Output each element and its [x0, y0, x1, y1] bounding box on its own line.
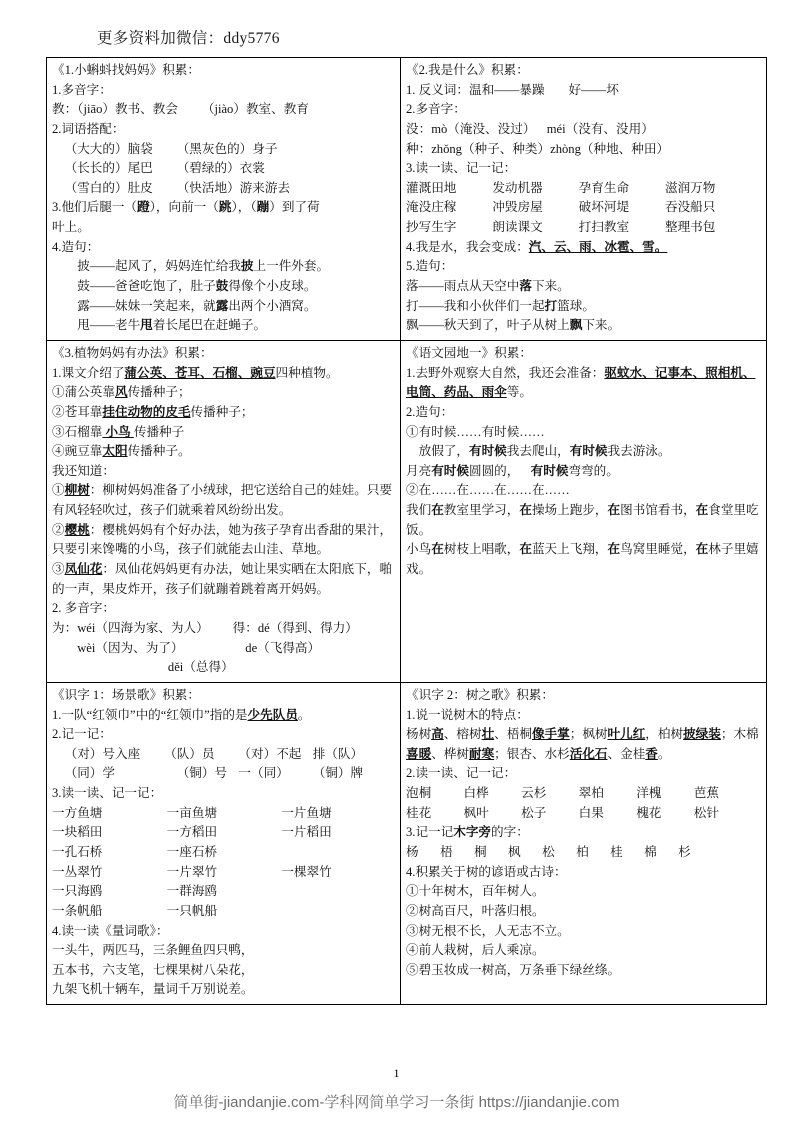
- cell6-words-1: 泡桐 白桦 云杉 翠柏 洋槐 芭蕉: [406, 786, 719, 801]
- cell5-line5: 3.读一读、记一记：: [52, 786, 163, 801]
- cell3-title: 《3.植物妈妈有办法》积累：: [52, 345, 213, 360]
- cell6-line3: 2.读一读、记一记：: [406, 766, 517, 781]
- cell3-line1: 1.课文介绍了蒲公英、苍耳、石榴、豌豆四种植物。: [52, 365, 339, 380]
- cell-xiaokedou: [47, 58, 401, 341]
- cell6-line8: 4.积累关于树的谚语或古诗：: [406, 864, 567, 879]
- cell5-liangci-1: 一方鱼塘 一亩鱼塘 一片鱼塘: [52, 805, 332, 820]
- cell-yuwenyuandi: [401, 340, 767, 682]
- cell4-line7: 我们在教室里学习，在操场上跑步，在图书馆看书，在食堂里吃饭。: [406, 503, 759, 537]
- cell3-line12: wèi（因为、为了） de（飞得高）: [77, 640, 321, 655]
- cell5-title: 《识字 1：场景歌》积累：: [52, 687, 200, 702]
- page-number: 1: [393, 1066, 400, 1080]
- cell3-line6: 我还知道：: [52, 463, 115, 478]
- cell4-line1: 1.去野外观察大自然，我还会准备：驱蚊水、记事本、照相机、电筒、药品、雨伞等。: [406, 365, 756, 400]
- cell2-line10: 5.造句：: [406, 259, 454, 274]
- cell1-line7: 3.他们后腿一（蹬），向前一（跳），（蹦）到了荷: [52, 200, 320, 215]
- cell3-item-fengxianhua: ③凤仙花：凤仙花妈妈更有办法，她让果实晒在太阳底下，啪的一声，果皮炸开，孩子们就蹦着跳着离开妈妈。: [52, 562, 393, 596]
- cell5-line12: 4.读一读《量词歌》：: [52, 923, 169, 938]
- cell5-line1: 1.一队“红领巾”中的“红领巾”指的是少先队员。: [52, 707, 311, 722]
- cell1-line11: 鼓——爸爸吃饱了，肚子鼓得像个小皮球。: [77, 279, 317, 294]
- table-row: [47, 58, 767, 341]
- cell-shizi2: [401, 682, 767, 1004]
- content-table: [46, 57, 767, 1005]
- cell5-liangci-3: 一孔石桥 一座石桥: [52, 844, 218, 859]
- cell4-title: 《语文园地一》积累：: [406, 345, 532, 360]
- cell2-line1: 1. 反义词：温和——暴躁 好——坏: [406, 82, 619, 97]
- cell3-line3: ②苍耳靠挂住动物的皮毛传播种子；: [52, 404, 254, 419]
- cell5-line14: 五本书，六支笔，七棵果树八朵花，: [52, 962, 254, 977]
- cell6-line12: ④前人栽树，后人乘凉。: [406, 943, 545, 958]
- cell6-words-2: 桂花 枫叶 松子 白果 槐花 松针: [406, 805, 719, 820]
- cell1-line1: 1.多音字：: [52, 82, 112, 97]
- cell5-line13: 一头牛，两匹马，三条鲤鱼四只鸭，: [52, 943, 254, 958]
- cell1-line8: 叶上。: [52, 220, 90, 235]
- cell-zhiwumama: [47, 340, 401, 682]
- cell4-line4: 放假了，有时候我去爬山，有时候我去游泳。: [418, 444, 671, 459]
- cell6-line2: 杨树高、榕树壮、梧桐像手掌；枫树叶儿红，柏树披绿装；木棉喜暖、桦树耐寒；银杏、水杉活化石、金桂香。: [406, 727, 759, 761]
- cell2-line5: 3.读一读、记一记：: [406, 161, 517, 176]
- cell4-line3: ①有时候……有时候……: [406, 424, 545, 439]
- cell5-liangci-4: 一丛翠竹 一片翠竹 一棵翠竹: [52, 864, 332, 879]
- cell2-title: 《2.我是什么》积累：: [406, 63, 529, 77]
- cell2-line11: 落——雨点从天空中落下来。: [406, 279, 570, 294]
- top-watermark: 更多资料加微信：ddy5776: [97, 30, 280, 47]
- cell1-line5: （长长的）尾巴 （碧绿的）衣裳: [64, 161, 265, 176]
- cell-woshishenme: [401, 58, 767, 341]
- cell1-line12: 露——妹妹一笑起来，就露出两个小酒窝。: [77, 298, 317, 313]
- cell2-line2: 2.多音字：: [406, 102, 466, 117]
- cell6-title: 《识字 2：树之歌》积累：: [406, 687, 554, 702]
- cell2-phrases-1: 灌溉田地 发动机器 孕育生命 滋润万物: [406, 180, 716, 195]
- cell1-line3: 2.词语搭配：: [52, 121, 125, 136]
- cell3-item-liushu: ①柳树：柳树妈妈准备了小绒球，把它送给自己的娃娃。只要有风轻轻吹过，孩子们就乘着风纷纷出发。: [52, 483, 393, 518]
- cell3-line2: ①蒲公英靠风传播种子；: [52, 385, 191, 400]
- cell5-liangci-6: 一条帆船 一只帆船: [52, 903, 218, 918]
- cell-shizi1: [47, 682, 401, 1004]
- cell3-line4: ③石榴靠 小鸟 传播种子: [52, 424, 185, 439]
- cell6-line6: 3.记一记木字旁的字：: [406, 825, 529, 840]
- cell2-line9: 4.我是水，我会变成：汽、云、雨、冰雹、雪。: [406, 239, 668, 254]
- cell2-phrases-2: 淹没庄稼 冲毁房屋 破坏河堤 吞没船只: [406, 200, 716, 215]
- cell4-line8: 小鸟在树枝上唱歌，在蓝天上飞翔，在鸟窝里睡觉，在林子里嬉戏。: [406, 542, 759, 577]
- cell1-line6: （雪白的）肚皮 （快活地）游来游去: [64, 180, 291, 195]
- cell3-line10: 2. 多音字：: [52, 601, 115, 616]
- cell3-line13: děi（总得）: [167, 660, 234, 675]
- cell6-line11: ③树无根不长，人无志不立。: [406, 923, 570, 938]
- cell1-line9: 4.造句：: [52, 239, 100, 254]
- cell5-line15: 九架飞机十辆车，量词千万别说差。: [52, 982, 254, 997]
- cell5-liangci-2: 一块稻田 一方稻田 一片稻田: [52, 825, 332, 840]
- cell6-line9: ①十年树木，百年树人。: [406, 884, 545, 899]
- cell4-line2: 2.造句：: [406, 404, 454, 419]
- cell4-line5: 月亮有时候圆圆的， 有时候弯弯的。: [406, 463, 619, 478]
- cell6-chars: 杨 梧 桐 枫 松 柏 桂 棉 杉: [406, 844, 691, 859]
- table-row: [47, 682, 767, 1004]
- cell6-line13: ⑤碧玉妆成一树高，万条垂下绿丝绦。: [406, 962, 621, 977]
- cell1-line13: 甩——老牛甩着长尾巴在赶蝇子。: [77, 318, 267, 333]
- cell2-line13: 飘——秋天到了，叶子从树上飘下来。: [406, 318, 621, 333]
- cell6-line1: 1.说一说树木的特点：: [406, 707, 529, 722]
- cell3-line11: 为：wéi（四海为家、为人） 得：dé（得到、得力）: [52, 620, 358, 635]
- cell1-line4: （大大的）脑袋 （黑灰色的）身子: [64, 141, 278, 156]
- cell6-line10: ②树高百尺，叶落归根。: [406, 903, 545, 918]
- cell5-jiyiji-1: （对）号入座 （队）员 （对）不起 排（队）: [64, 746, 364, 761]
- cell5-liangci-5: 一只海鸥 一群海鸥: [52, 884, 218, 899]
- cell1-line2: 教：（jiāo）教书、教会 （jiào）教室、教育: [52, 102, 309, 117]
- cell3-item-yingtao: ②樱桃：樱桃妈妈有个好办法，她为孩子孕育出香甜的果汁，只要引来馋嘴的小鸟，孩子们就能去山洼、草地。: [52, 522, 393, 557]
- bottom-watermark: 简单街-jiandanjie.com-学科网简单学习一条街 https://jiandanjie.com: [173, 1094, 620, 1111]
- cell3-line5: ④豌豆靠太阳传播种子。: [52, 444, 191, 459]
- cell5-jiyiji-2: （同）学 （铜）号 一（同） （铜）牌: [64, 766, 364, 781]
- cell2-phrases-3: 抄写生字 朗读课文 打扫教室 整理书包: [406, 220, 716, 235]
- cell1-line10: 披——起风了，妈妈连忙给我披上一件外套。: [77, 259, 330, 274]
- cell2-line3: 没：mò（淹没、没过） méi（没有、没用）: [406, 121, 654, 136]
- cell2-line4: 种：zhǒng（种子、种类）zhòng（种地、种田）: [406, 141, 670, 156]
- table-row: [47, 340, 767, 682]
- cell5-line2: 2.记一记：: [52, 727, 112, 742]
- cell4-line6: ②在……在……在……在……: [406, 483, 570, 498]
- cell1-title: 《1.小蝌蚪找妈妈》积累：: [52, 63, 200, 77]
- cell2-line12: 打——我和小伙伴们一起打篮球。: [406, 298, 595, 313]
